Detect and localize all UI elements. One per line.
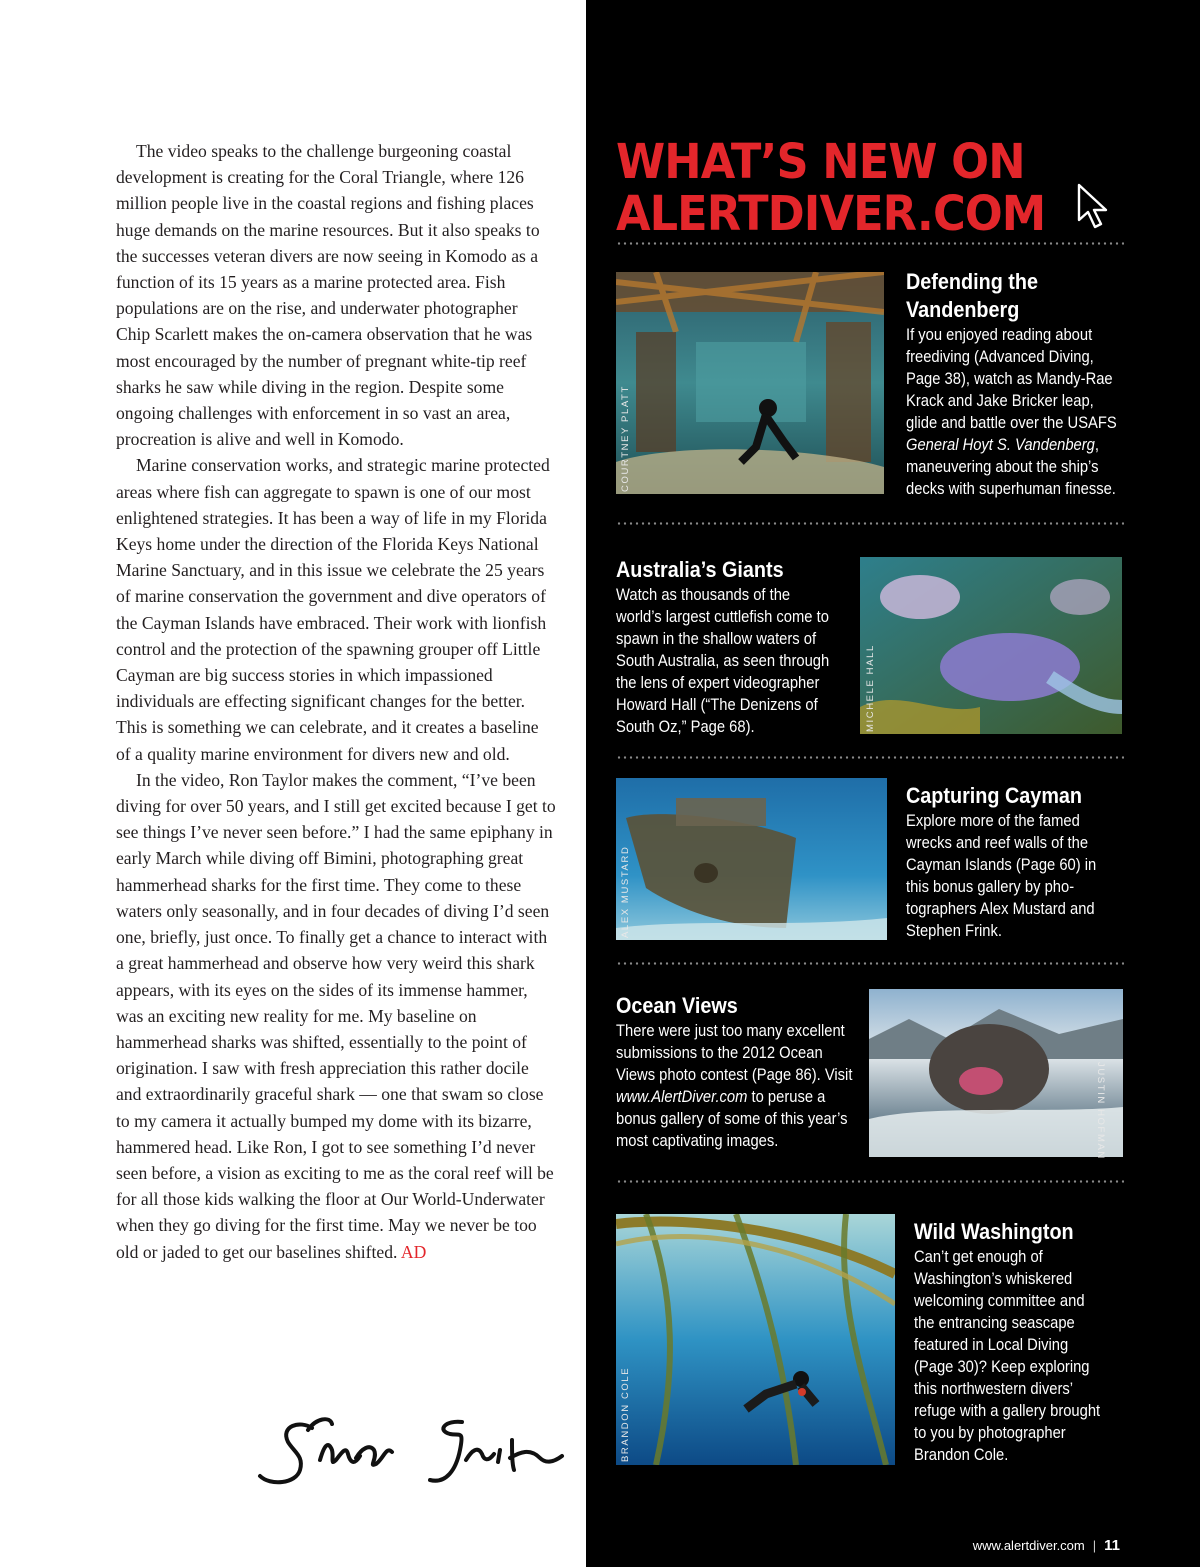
photo-credit: MICHELE HALL <box>865 644 876 732</box>
signature-text: Stephen Frink <box>250 1400 258 1401</box>
divider <box>616 962 1124 965</box>
story-vandenberg <box>906 268 1140 500</box>
story-cayman <box>906 782 1117 942</box>
story-body: Can’t get enough of Washington’s whiskered welcoming committee and the entrancing seascape featured in Local Diving (Page 30)? Keep exploring this northwestern divers’ refuge with a gallery brought to you by photographer Brandon Cole. <box>914 1248 1101 1464</box>
story-title[interactable]: Wild Washington <box>914 1219 1074 1244</box>
divider <box>616 756 1124 759</box>
story-body: If you enjoyed reading about freediving (Advanced Diving, Page 38), watch as Mandy-Rae Krack and Jake Bricker leap, glide and battle over the USAFS General Hoyt S. Vandenberg, maneuvering about the ship’s decks with superhuman finesse. <box>906 326 1117 498</box>
story-washington <box>914 1218 1121 1466</box>
signature-icon <box>250 1400 570 1500</box>
paragraph-3-text: In the video, Ron Taylor makes the comment, “I’ve been diving for over 50 years, and I still get excited because I get to see things I’ve never seen before.” I had the same epiphany in early March while diving off Bimini, photographing great hammerhead sharks for the first time. They come to these waters only seasonally, and in four decades of diving I’d seen one, briefly, just once. To finally get a chance to interact with a great hammerhead and observe how very weird this shark appears, with its eyes on the sides of its immense hammer, was an exciting new reality for me. My baseline on hammerhead sharks was shifted, essentially to the point of origination. I saw with fresh appreciation this rather docile and extraordinarily graceful shark — one that swam so close to my camera it actually bumped my dome with its bizarre, hammered head. Like Ron, I got to see something I’d never seen before, a vision as exciting to me as the coral reef will be for all those kids walking the floor at Our World-Underwater when they go diving for the first time. May we never be too old or jaded to get our baselines shifted. <box>116 769 556 1262</box>
story-title[interactable]: Capturing Cayman <box>906 783 1083 808</box>
cursor-icon <box>1076 182 1110 230</box>
headline-line-2: ALERTDIVER.COM <box>616 186 1046 242</box>
editorial-body <box>116 138 556 1265</box>
photo-credit: COURTNEY PLATT <box>620 385 631 492</box>
story-body: There were just too many excellent submissions to the 2012 Ocean Views photo contest (Page 86). Visit www.AlertDiver.com to peruse a bonus gallery of some of this year’s most captivating images. <box>616 1022 853 1150</box>
headline-line-1: WHAT’S NEW ON <box>616 134 1025 190</box>
divider <box>616 522 1124 525</box>
headline <box>616 136 1044 240</box>
site-link[interactable]: www.AlertDiver.com <box>616 1088 748 1106</box>
sidebar-panel <box>586 0 1200 1567</box>
end-mark: AD <box>400 1241 427 1262</box>
story-body: Watch as thousands of the world’s largest cuttlefish come to spawn in the shallow waters of South Australia, as seen through the lens of expert videographer Howard Hall (“The Denizens of South Oz,” Page 68). <box>616 586 830 736</box>
elephant-seal-photo[interactable] <box>869 989 1123 1157</box>
photo-credit: ALEX MUSTARD <box>620 845 631 938</box>
photo-credit: BRANDON COLE <box>620 1366 631 1462</box>
vandenberg-photo[interactable] <box>616 272 884 494</box>
kelp-diver-photo[interactable] <box>616 1214 895 1465</box>
signature-image <box>250 1400 570 1500</box>
shipwreck-photo[interactable] <box>616 778 887 940</box>
footer-url[interactable]: www.alertdiver.com <box>972 1538 1085 1553</box>
paragraph-3 <box>116 767 556 1265</box>
story-title[interactable]: Defending the Vandenberg <box>906 269 1039 322</box>
paragraph-1: The video speaks to the challenge burgeoning coastal development is creating for the Coral Triangle, where 126 million people live in the coastal regions and fishing places huge demands on the marine resources. But it also speaks to the successes veteran divers are now seeing in Komodo as a function of its 15 years as a marine protected area. Fish populations are on the rise, and underwater photographer Chip Scarlett makes the on-camera observation that he was most encouraged by the number of pregnant white-tip reef sharks he saw while diving in the region. Despite some ongoing challenges with enforcement in so vast an area, procreation is alive and well in Komodo. <box>116 141 540 450</box>
story-australia <box>616 556 853 738</box>
editorial-column <box>0 0 586 1567</box>
paragraph-2: Marine conservation works, and strategic marine protected areas where fish can aggregate to spawn is one of our most enlightened strategies. It has been a way of life in my Florida Keys home under the direction of the Florida Keys National Marine Sanctuary, and in this issue we celebrate the 25 years of marine conservation the government and dive operators of the Cayman Islands have embraced. Their work with lionfish control and the protection of the spawning grouper off Little Cayman are big success stories in which impassioned individuals are effecting significant changes for the better. This is something we can celebrate, and it creates a baseline of a quality marine environment for divers new and old. <box>116 455 550 764</box>
page-footer <box>973 1537 1120 1554</box>
divider <box>616 1180 1124 1183</box>
photo-credit: JUSTIN HOFMAN <box>1095 1062 1106 1160</box>
cuttlefish-photo[interactable] <box>860 557 1122 734</box>
story-ocean-views <box>616 992 879 1152</box>
footer-separator: | <box>1092 1538 1097 1553</box>
page-number: 11 <box>1104 1537 1120 1554</box>
story-body: Explore more of the famed wrecks and reef walls of the Cayman Islands (Page 60) in this bonus gallery by pho- tographers Alex Mustard and Stephen Frink. <box>906 812 1097 940</box>
story-title[interactable]: Ocean Views <box>616 993 738 1018</box>
story-title[interactable]: Australia’s Giants <box>616 557 784 582</box>
divider <box>616 242 1124 245</box>
